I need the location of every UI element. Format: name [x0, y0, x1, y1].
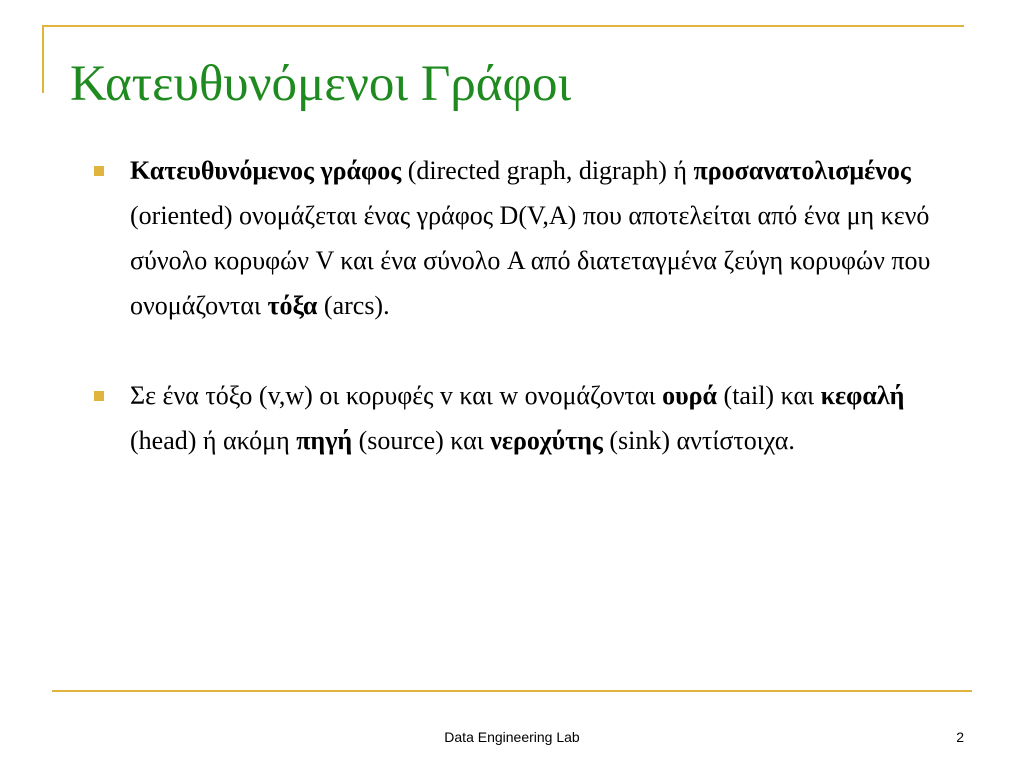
bold-term: πηγή	[296, 426, 353, 455]
footer-divider	[52, 690, 972, 692]
top-frame-line	[42, 25, 964, 27]
square-bullet-icon	[94, 391, 104, 401]
text-run: (oriented) ονομάζεται ένας γράφος D(V,A) που αποτελείται από ένα μη κενό σύνολο κορυφών V και ένα σύνολο A από διατεταγμένα ζεύγη κορυφών που ονομάζονται	[130, 201, 931, 320]
bullet-item	[94, 148, 964, 328]
square-bullet-icon	[94, 166, 104, 176]
text-run: Σε ένα τόξο (v,w) οι κορυφές v και w ονομάζονται	[130, 381, 663, 410]
left-frame-line	[42, 25, 44, 93]
footer-lab-name: Data Engineering Lab	[444, 729, 580, 745]
text-run: (arcs).	[317, 291, 390, 320]
text-run: (head) ή ακόμη	[130, 426, 297, 455]
text-run: (source) και	[352, 426, 491, 455]
bold-term: προσανατολισμένος	[693, 156, 911, 185]
page-number: 2	[956, 729, 964, 745]
bullet-text	[130, 381, 904, 455]
bold-term: κεφαλή	[820, 381, 905, 410]
bold-term: Κατευθυνόμενος γράφος	[130, 156, 402, 185]
text-run: (tail) και	[717, 381, 821, 410]
bold-term: τόξα	[267, 291, 318, 320]
bold-term: ουρά	[662, 381, 718, 410]
bullet-item	[94, 373, 964, 463]
text-run: (sink) αντίστοιχα.	[602, 426, 795, 455]
text-run: (directed graph, digraph) ή	[401, 156, 694, 185]
slide-title: Κατευθυνόμενοι Γράφοι	[70, 56, 572, 112]
bullet-text	[130, 156, 930, 320]
slide-body	[94, 148, 964, 463]
bold-term: νεροχύτης	[490, 426, 603, 455]
